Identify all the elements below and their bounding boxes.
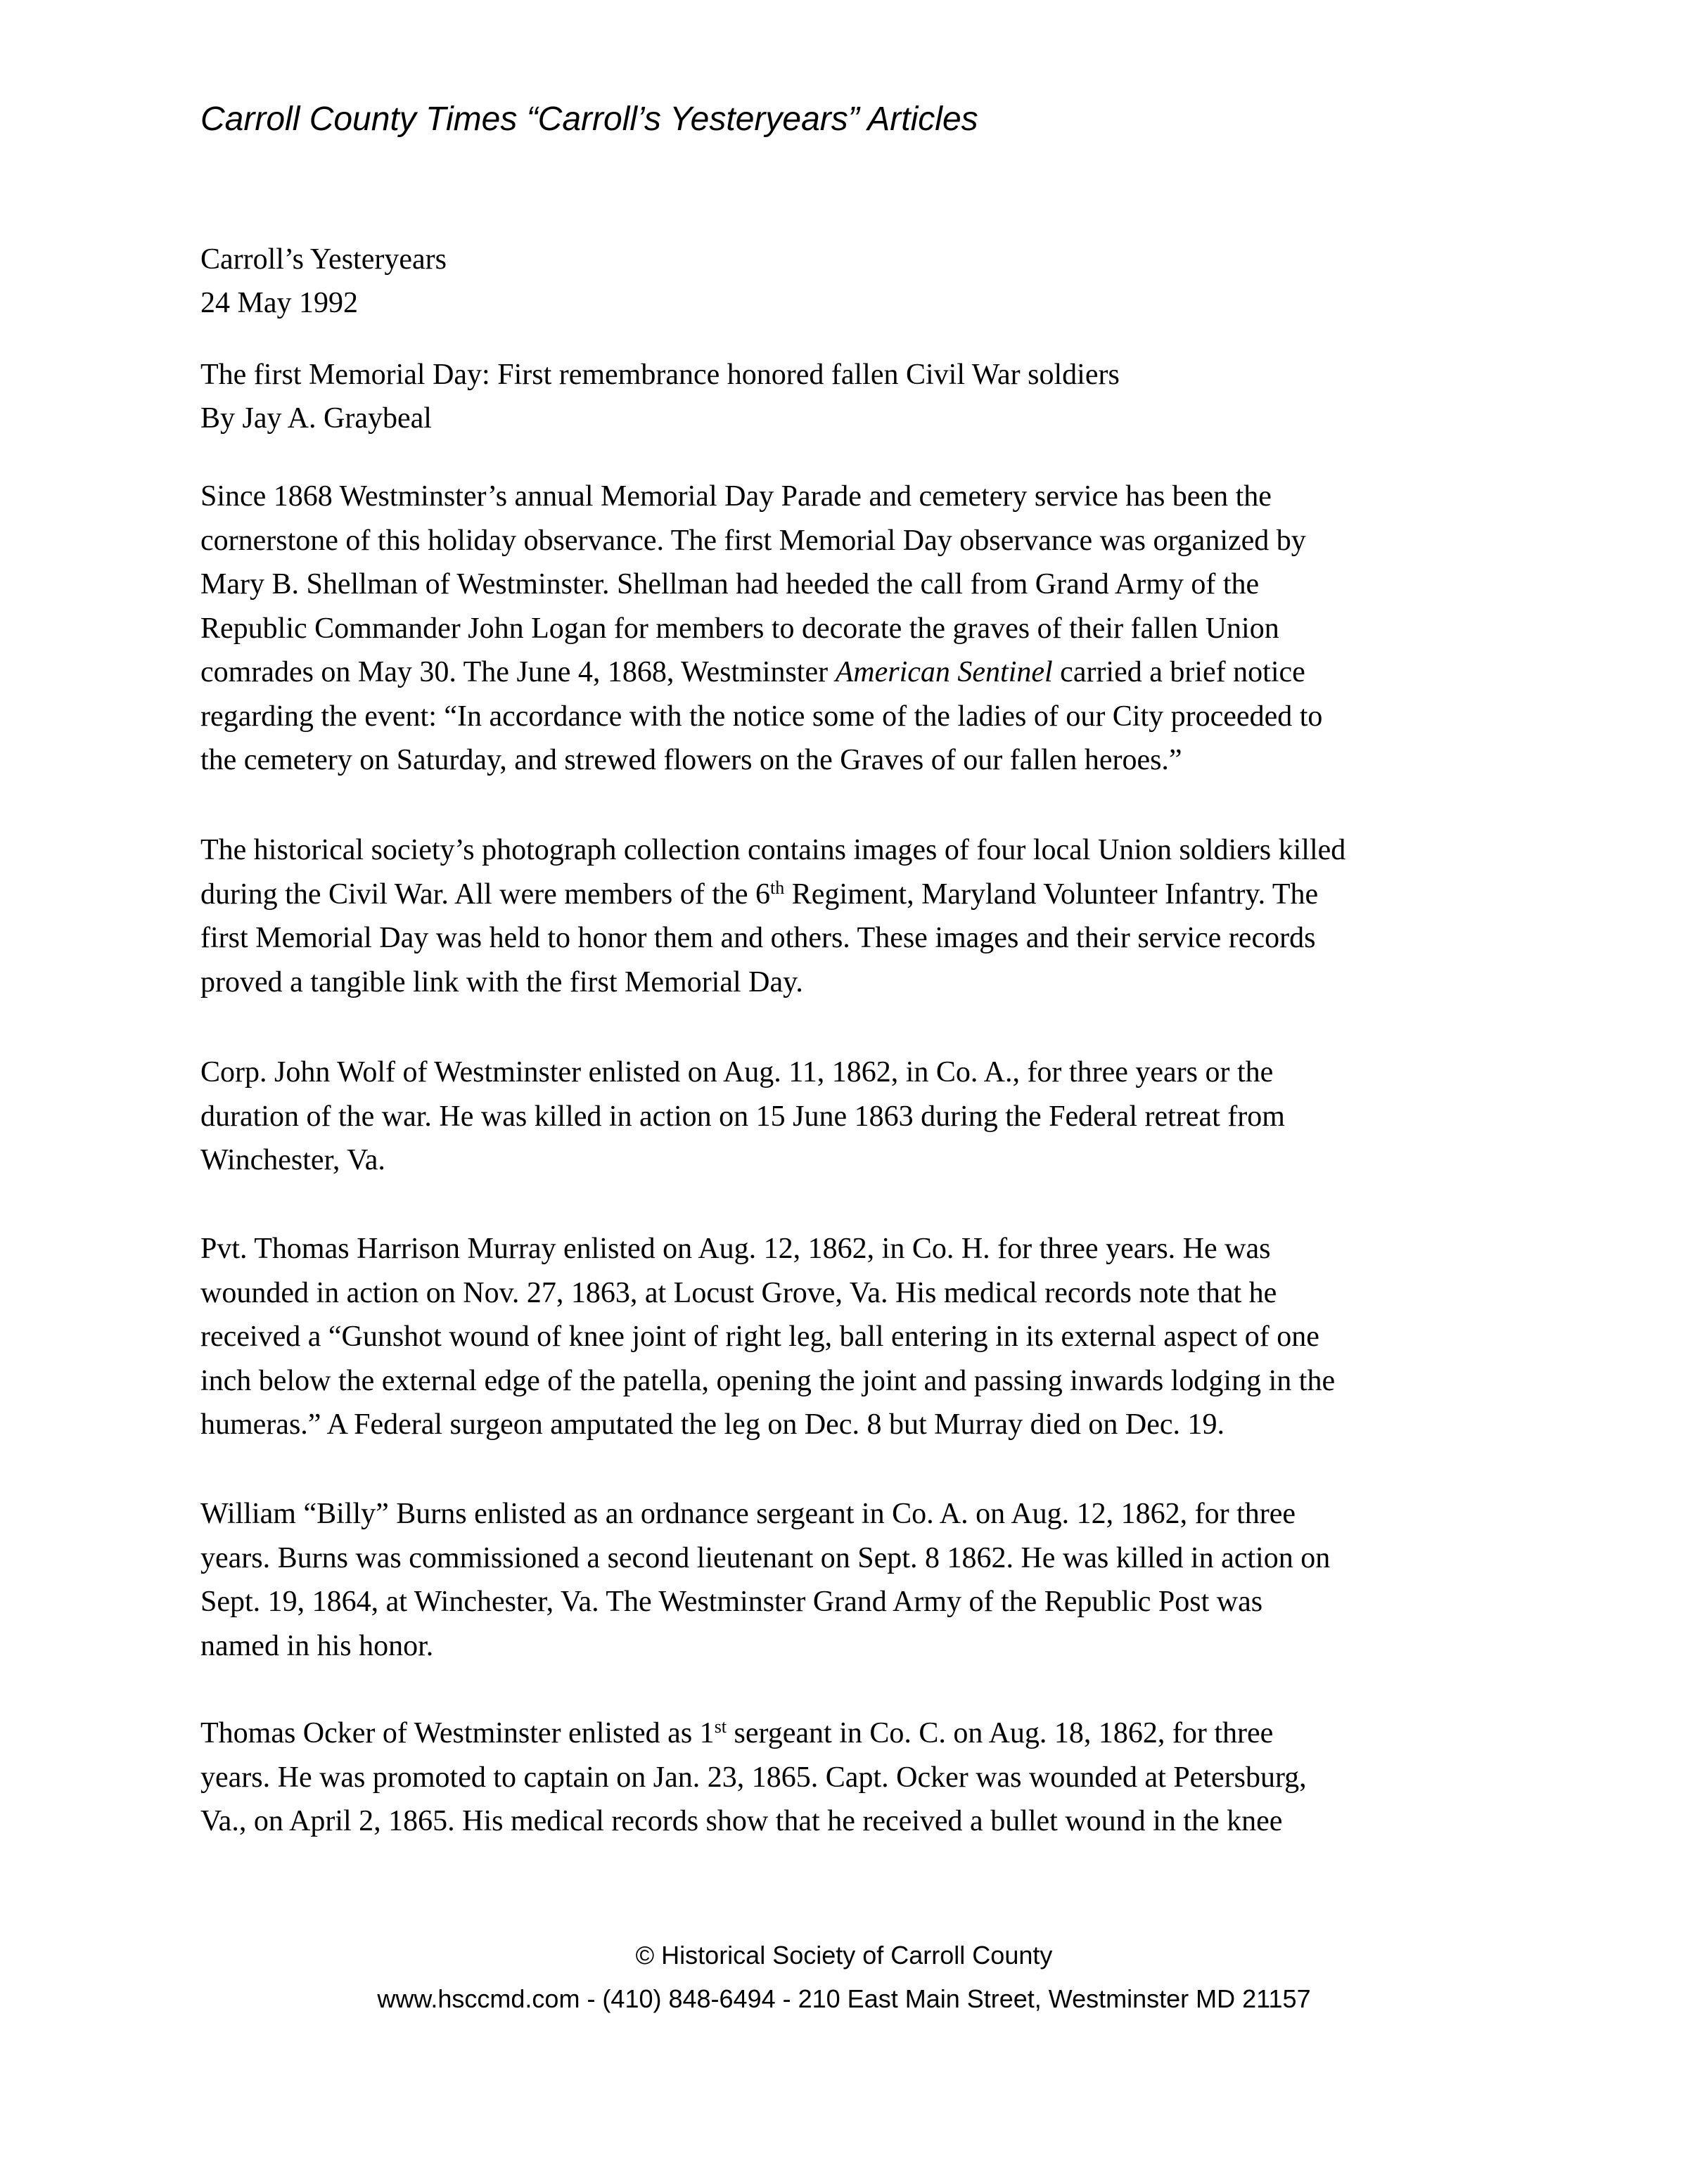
text-line xyxy=(200,1711,1509,1756)
article-heading xyxy=(200,353,1509,440)
text-line: regarding the event: “In accordance with the notice some of the ladies of our City proceeded to xyxy=(200,700,1323,733)
article-date: 24 May 1992 xyxy=(200,287,358,319)
text-segment: during the Civil War. All were members of the 6 xyxy=(200,878,771,911)
article-byline: By Jay A. Graybeal xyxy=(200,402,432,435)
text-line: Since 1868 Westminster’s annual Memorial Day Parade and cemetery service has been the xyxy=(200,480,1272,513)
text-line: years. Burns was commissioned a second lieutenant on Sept. 8 1862. He was killed in action on xyxy=(200,1541,1331,1574)
text-line: The historical society’s photograph collection contains images of four local Union soldiers killed xyxy=(200,834,1346,866)
text-line: Winchester, Va. xyxy=(200,1144,385,1176)
text-line: Sept. 19, 1864, at Winchester, Va. The Westminster Grand Army of the Republic Post was xyxy=(200,1586,1263,1618)
article-headline: The first Memorial Day: First remembrance honored fallen Civil War soldiers xyxy=(200,359,1120,391)
article-meta xyxy=(200,238,1509,325)
ordinal-suffix: st xyxy=(714,1716,727,1737)
paragraph-4 xyxy=(200,1227,1509,1447)
text-line: humeras.” A Federal surgeon amputated the leg on Dec. 8 but Murray died on Dec. 19. xyxy=(200,1408,1225,1441)
column-name: Carroll’s Yesteryears xyxy=(200,243,447,276)
text-line: Pvt. Thomas Harrison Murray enlisted on Aug. 12, 1862, in Co. H. for three years. He was xyxy=(200,1233,1271,1265)
text-segment: sergeant in Co. C. on Aug. 18, 1862, for three xyxy=(727,1717,1274,1749)
text-line: first Memorial Day was held to honor them and others. These images and their service records xyxy=(200,922,1316,954)
footer-copyright: © Historical Society of Carroll County xyxy=(635,1941,1053,1970)
text-line: received a “Gunshot wound of knee joint of right leg, ball entering in its external aspect of one xyxy=(200,1321,1319,1353)
paragraph-1 xyxy=(200,475,1509,783)
text-line: wounded in action on Nov. 27, 1863, at Locust Grove, Va. His medical records note that he xyxy=(200,1276,1277,1309)
text-line: duration of the war. He was killed in action on 15 June 1863 during the Federal retreat from xyxy=(200,1100,1285,1133)
paragraph-5 xyxy=(200,1492,1509,1668)
text-line: Republic Commander John Logan for members to decorate the graves of their fallen Union xyxy=(200,612,1279,645)
paragraph-6 xyxy=(200,1711,1509,1844)
text-line: Corp. John Wolf of Westminster enlisted on Aug. 11, 1862, in Co. A., for three years or the xyxy=(200,1056,1274,1088)
text-segment: Thomas Ocker of Westminster enlisted as 1 xyxy=(200,1717,715,1749)
footer-contact: www.hsccmd.com - (410) 848-6494 - 210 East Main Street, Westminster MD 21157 xyxy=(377,1984,1311,2013)
text-line: years. He was promoted to captain on Jan. 23, 1865. Capt. Ocker was wounded at Petersburg, xyxy=(200,1761,1307,1794)
ordinal-suffix: th xyxy=(770,877,785,898)
text-line xyxy=(200,873,1509,917)
text-segment: comrades on May 30. The June 4, 1868, Westminster xyxy=(200,656,836,688)
text-line: cornerstone of this holiday observance. The first Memorial Day observance was organized by xyxy=(200,524,1306,557)
text-line: Mary B. Shellman of Westminster. Shellman had heeded the call from Grand Army of the xyxy=(200,568,1260,600)
text-segment: Regiment, Maryland Volunteer Infantry. The xyxy=(784,878,1319,911)
text-line xyxy=(200,650,1509,695)
text-line: proved a tangible link with the first Memorial Day. xyxy=(200,965,803,998)
paragraph-2 xyxy=(200,828,1509,1004)
text-line: Va., on April 2, 1865. His medical records show that he received a bullet wound in the knee xyxy=(200,1805,1283,1837)
text-line: named in his honor. xyxy=(200,1629,434,1662)
page-header-title: Carroll County Times “Carroll’s Yesteryears” Articles xyxy=(200,101,978,138)
text-line: inch below the external edge of the patella, opening the joint and passing inwards lodging in the xyxy=(200,1364,1336,1397)
text-line: the cemetery on Saturday, and strewed flowers on the Graves of our fallen heroes.” xyxy=(200,744,1182,776)
paragraph-3 xyxy=(200,1051,1509,1183)
text-line: William “Billy” Burns enlisted as an ordnance sergeant in Co. A. on Aug. 12, 1862, for three xyxy=(200,1498,1296,1530)
newspaper-title: American Sentinel xyxy=(835,656,1053,688)
text-segment: carried a brief notice xyxy=(1052,656,1305,688)
